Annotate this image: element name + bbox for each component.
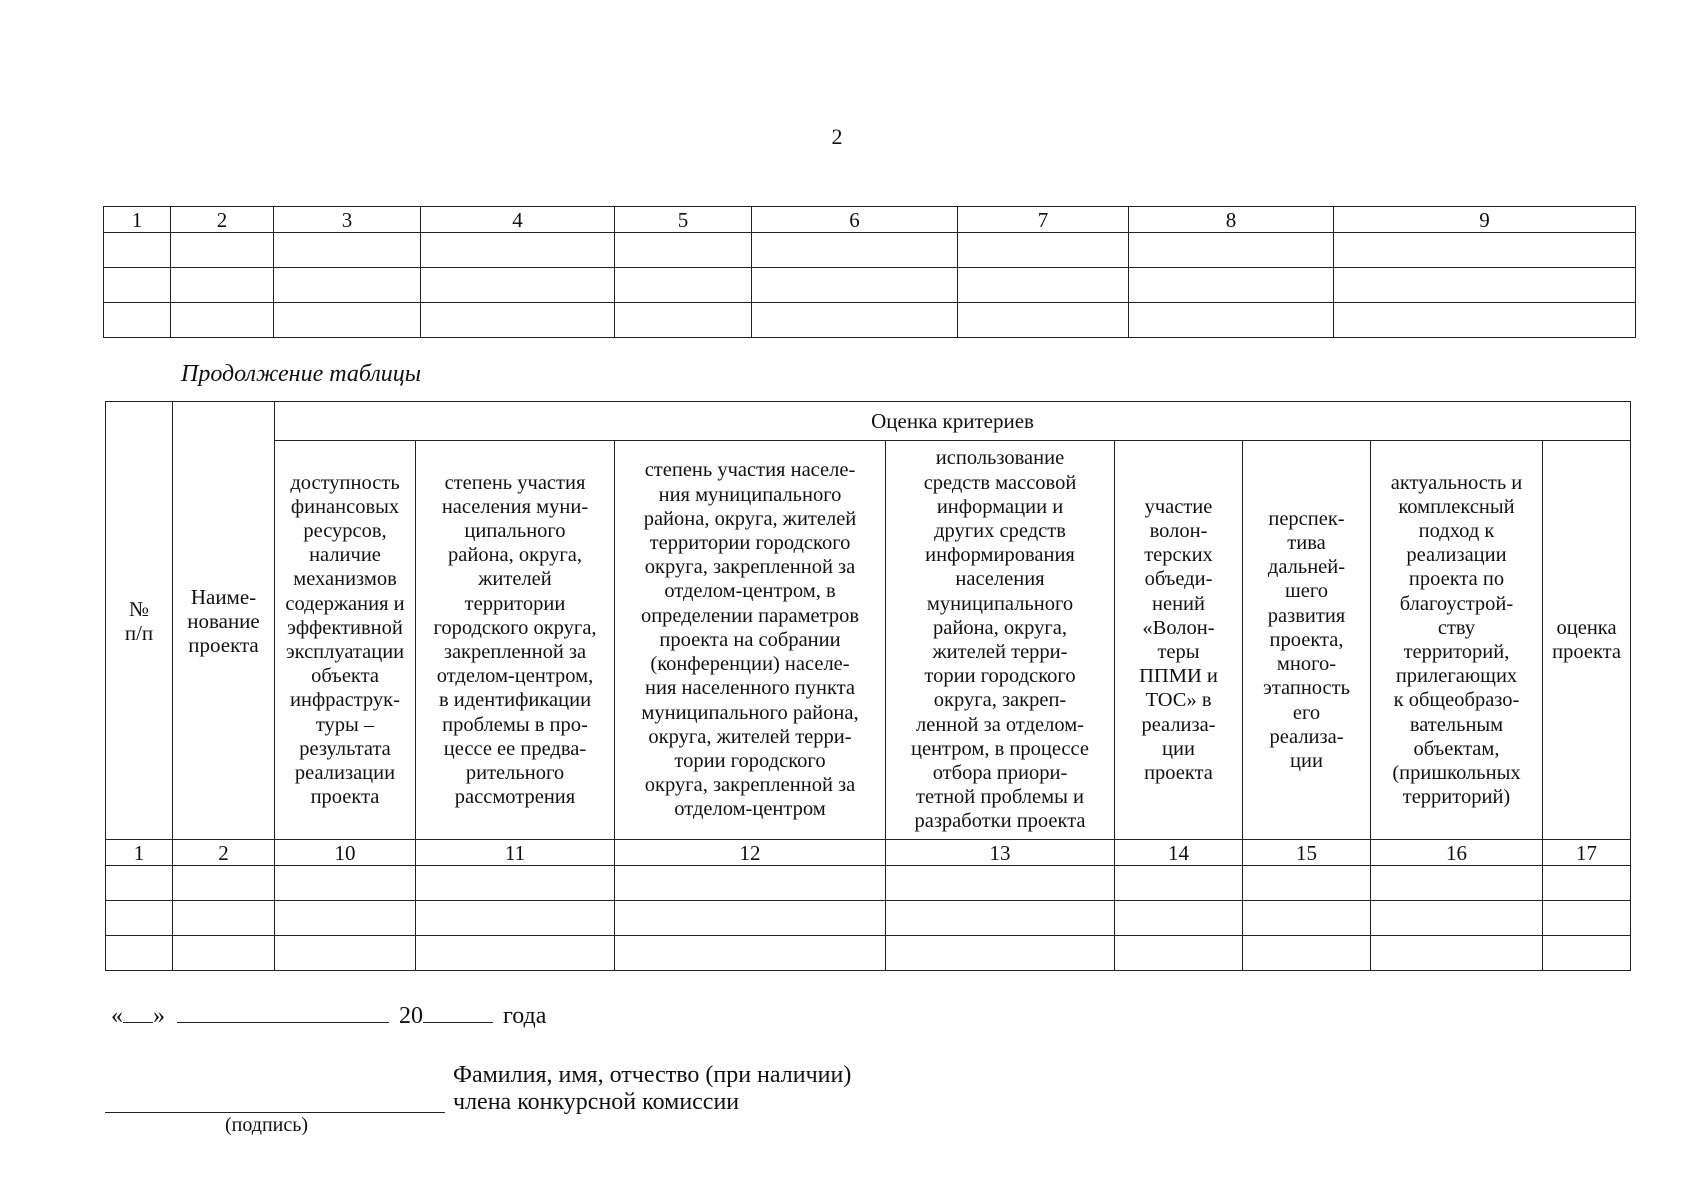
header-number: № п/п: [106, 402, 173, 840]
page-number: 2: [831, 124, 843, 149]
empty-cell: [615, 866, 886, 901]
bottom-table-body: [106, 402, 1631, 971]
criterion-header: степень участия населе- ния муниципального района, округа, жителей территории городского округа, закрепленной за отделом-центром, в определении параметров проекта на собрании (конференции) населе- ния населенного пункта муниципального района, округа, жителей терри- тории городского округа, закрепленной за отделом-центром: [615, 441, 886, 840]
empty-cell: [421, 268, 615, 303]
year-prefix: 20: [399, 1003, 423, 1029]
empty-cell: [275, 901, 416, 936]
empty-cell: [421, 303, 615, 338]
criterion-header: доступность финансовых ресурсов, наличие механизмов содержания и эффективной эксплуатации объекта инфраструк- туры – результата реализации проекта: [275, 441, 416, 840]
empty-cell: [615, 936, 886, 971]
criteria-group-header: Оценка критериев: [275, 402, 1631, 441]
column-number: 2: [171, 207, 274, 233]
empty-cell: [275, 866, 416, 901]
year-blank: [423, 1002, 493, 1023]
column-number: 11: [416, 840, 615, 866]
empty-cell: [615, 233, 752, 268]
table-row: [106, 936, 1631, 971]
empty-cell: [886, 901, 1115, 936]
empty-cell: [104, 233, 171, 268]
empty-cell: [958, 233, 1129, 268]
empty-cell: [958, 303, 1129, 338]
empty-cell: [615, 268, 752, 303]
empty-cell: [1543, 866, 1631, 901]
column-number: 10: [275, 840, 416, 866]
empty-cell: [1371, 936, 1543, 971]
header-project-name: Наиме- нование проекта: [173, 402, 275, 840]
criterion-header: перспек- тива дальней- шего развития проекта, много- этапность его реализа- ции: [1243, 441, 1371, 840]
empty-cell: [416, 901, 615, 936]
empty-cell: [1334, 233, 1636, 268]
empty-cell: [1243, 936, 1371, 971]
empty-cell: [1129, 268, 1334, 303]
column-number: 1: [106, 840, 173, 866]
column-number: 8: [1129, 207, 1334, 233]
column-number: 12: [615, 840, 886, 866]
column-number: 14: [1115, 840, 1243, 866]
column-number: 3: [274, 207, 421, 233]
day-blank: [123, 1002, 153, 1023]
empty-cell: [1129, 303, 1334, 338]
empty-cell: [1115, 936, 1243, 971]
criterion-header: участие волон- терских объеди- нений «Волон- теры ППМИ и ТОС» в реализа- ции проекта: [1115, 441, 1243, 840]
date-line: [111, 1002, 546, 1030]
column-number: 16: [1371, 840, 1543, 866]
column-number: 2: [173, 840, 275, 866]
empty-cell: [1129, 233, 1334, 268]
empty-cell: [886, 866, 1115, 901]
empty-cell: [752, 268, 958, 303]
empty-cell: [171, 303, 274, 338]
empty-cell: [1115, 901, 1243, 936]
criterion-header: актуальность и комплексный подход к реализации проекта по благоустрой- ству территорий, прилегающих к общеобразо- вательным объектам, (пришкольных территорий): [1371, 441, 1543, 840]
bottom-column-number-row: [106, 840, 1631, 866]
column-number: 5: [615, 207, 752, 233]
empty-cell: [615, 303, 752, 338]
empty-cell: [1243, 866, 1371, 901]
bottom-table: [105, 401, 1631, 971]
criterion-header: оценка проекта: [1543, 441, 1631, 840]
empty-cell: [958, 268, 1129, 303]
empty-cell: [1334, 268, 1636, 303]
empty-cell: [416, 866, 615, 901]
top-table-body: [104, 207, 1636, 338]
empty-cell: [1115, 866, 1243, 901]
column-number: 9: [1334, 207, 1636, 233]
criterion-header: использование средств массовой информации и других средств информирования населения муниципального района, округа, жителей терри- тории городского округа, закреп- ленной за отделом- центром, в процессе отбора приори- тетной проблемы и разработки проекта: [886, 441, 1115, 840]
name-caption: Фамилия, имя, отчество (при наличии) члена конкурсной комиссии: [453, 1062, 852, 1115]
column-number: 6: [752, 207, 958, 233]
empty-cell: [274, 303, 421, 338]
empty-cell: [1371, 866, 1543, 901]
empty-cell: [752, 233, 958, 268]
top-table: [103, 206, 1636, 338]
empty-cell: [173, 936, 275, 971]
column-number: 7: [958, 207, 1129, 233]
column-number: 13: [886, 840, 1115, 866]
table-row: [104, 268, 1636, 303]
empty-cell: [106, 936, 173, 971]
empty-cell: [106, 901, 173, 936]
column-number: 15: [1243, 840, 1371, 866]
empty-cell: [274, 233, 421, 268]
empty-cell: [886, 936, 1115, 971]
empty-cell: [274, 268, 421, 303]
signature-line: [105, 1112, 445, 1113]
empty-cell: [106, 866, 173, 901]
empty-cell: [104, 303, 171, 338]
continuation-label: Продолжение таблицы: [181, 361, 422, 387]
top-column-number-row: [104, 207, 1636, 233]
month-blank: [177, 1002, 389, 1023]
empty-cell: [1371, 901, 1543, 936]
column-number: 1: [104, 207, 171, 233]
empty-cell: [171, 268, 274, 303]
signature-caption: (подпись): [225, 1114, 309, 1136]
table-row: [106, 866, 1631, 901]
column-number: 4: [421, 207, 615, 233]
empty-cell: [1543, 936, 1631, 971]
table-row: [106, 901, 1631, 936]
year-suffix: года: [503, 1003, 547, 1029]
empty-cell: [421, 233, 615, 268]
criteria-header-row: [106, 441, 1631, 840]
table-row: [104, 233, 1636, 268]
empty-cell: [104, 268, 171, 303]
empty-cell: [752, 303, 958, 338]
empty-cell: [173, 866, 275, 901]
empty-cell: [416, 936, 615, 971]
column-number: 17: [1543, 840, 1631, 866]
table-row: [104, 303, 1636, 338]
empty-cell: [1243, 901, 1371, 936]
criterion-header: степень участия населения муни- ципального района, округа, жителей территории городского округа, закрепленной за отделом-центром, в идентификации проблемы в про- цессе ее предва- рительного рассмотрения: [416, 441, 615, 840]
empty-cell: [173, 901, 275, 936]
empty-cell: [1543, 901, 1631, 936]
header-row: [106, 402, 1631, 441]
quote-open: «: [111, 1003, 123, 1029]
empty-cell: [615, 901, 886, 936]
empty-cell: [171, 233, 274, 268]
empty-cell: [275, 936, 416, 971]
empty-cell: [1334, 303, 1636, 338]
quote-close: »: [153, 1003, 165, 1029]
